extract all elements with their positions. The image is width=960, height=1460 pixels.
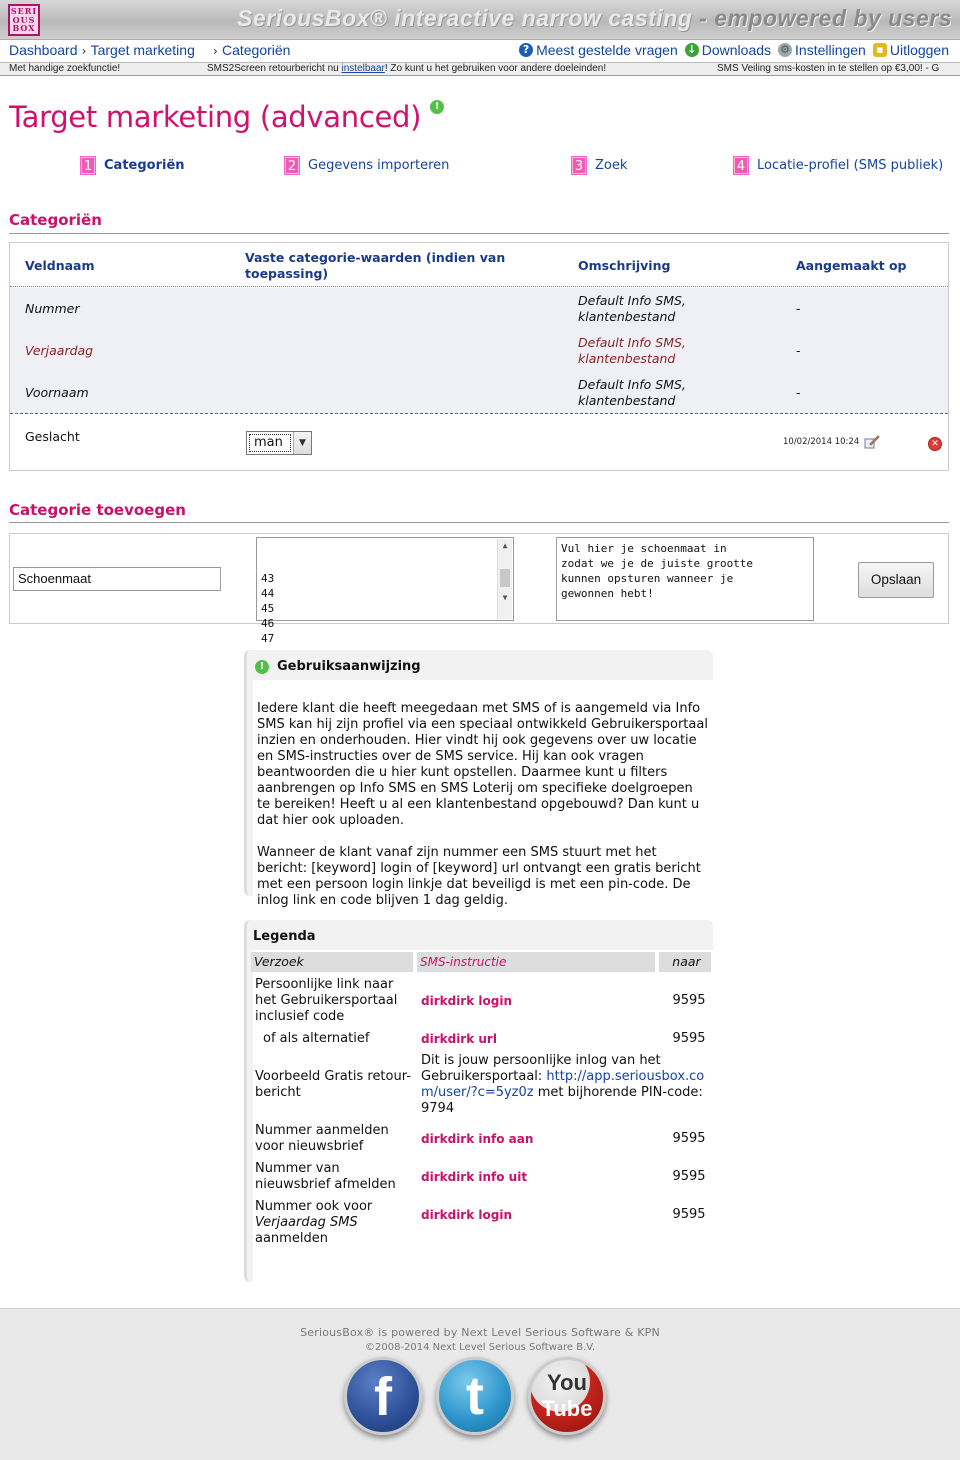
legend-request: Persoonlijke link naar het Gebruikersportaal inclusief code (255, 977, 398, 1024)
step-zoek[interactable] (571, 156, 627, 175)
scrollbar-thumb[interactable] (500, 569, 510, 587)
row-description: Default Info SMS, klantenbestand (578, 335, 686, 366)
ticker-link-instelbaar[interactable]: instelbaar (341, 63, 385, 74)
info-icon[interactable]: ! (430, 100, 444, 114)
legend-instruction: dirkdirk info aan (421, 1132, 534, 1146)
footer (0, 1308, 960, 1460)
breadcrumb-separator: › (213, 44, 218, 58)
row-description: Default Info SMS, klantenbestand (578, 293, 686, 324)
values-text: 43 44 45 46 47 (261, 572, 275, 645)
top-links (519, 42, 949, 58)
step-number: 3 (571, 156, 587, 175)
value-select[interactable] (246, 431, 312, 455)
twitter-glyph: t (466, 1366, 484, 1426)
legend-row (251, 1031, 711, 1047)
category-name-input[interactable]: Schoenmaat (13, 567, 221, 591)
row-created: - (796, 301, 801, 316)
select-value: man (249, 434, 291, 452)
header-slogan (0, 5, 952, 32)
youtube-glyph-top: You (547, 1370, 587, 1395)
gear-icon: ⚙ (778, 43, 792, 57)
scroll-up-icon[interactable]: ▲ (502, 541, 508, 550)
lock-icon: ▪ (873, 43, 887, 57)
legend-instruction: dirkdirk login (421, 1208, 512, 1222)
request-text: Nummer ook voor (255, 1199, 373, 1214)
legend-row (251, 1161, 711, 1193)
footer-copyright: ©2008-2014 Next Level Serious Software B.V. (365, 1342, 595, 1353)
legend-request: of als alternatief (263, 1031, 370, 1046)
category-description-textarea[interactable]: Vul hier je schoenmaat in zodat we je de juiste grootte kunnen opsturen wanneer je gewonnen hebt! (556, 537, 814, 621)
navigation-bar (0, 41, 960, 61)
legend-title: Legenda (253, 929, 316, 944)
edit-icon[interactable] (864, 433, 880, 449)
news-ticker (0, 62, 960, 76)
usage-header (255, 659, 421, 674)
help-icon: ? (519, 43, 533, 57)
column-header-vaste-waarden[interactable]: Vaste categorie-waarden (indien van toepassing) (245, 250, 506, 281)
step-label: Locatie-profiel (SMS publiek) (757, 158, 944, 173)
step-label: Categoriën (104, 158, 185, 173)
ticker-text: SMS2Screen retourbericht nu (207, 63, 342, 74)
divider (9, 233, 949, 234)
facebook-icon[interactable] (344, 1357, 422, 1435)
usage-body (253, 680, 713, 908)
footer-powered-by: SeriousBox® is powered by Next Level Serious Software & KPN (300, 1326, 660, 1339)
column-header-omschrijving[interactable]: Omschrijving (578, 258, 671, 273)
usage-paragraph: Wanneer de klant vanaf zijn nummer een SMS stuurt met het bericht: [keyword] login of [keyword] url ontvangt een gratis bericht met een persoon login linkje dat beveiligd is met een pin-code. De inlog link en code blijven 1 dag geldig. (257, 845, 701, 908)
legend-example-message (421, 1053, 713, 1117)
link-downloads[interactable]: Downloads (701, 42, 772, 58)
step-gegevens-importeren[interactable] (284, 156, 449, 175)
legend-row (251, 977, 711, 1025)
step-categorien[interactable] (80, 156, 185, 175)
example-link[interactable]: http://app.seriousbox.com/user/?c=5yz0z (421, 1069, 705, 1100)
step-navigation (0, 156, 960, 176)
legend-instruction: dirkdirk info uit (421, 1170, 528, 1184)
step-number: 4 (733, 156, 749, 175)
legend-request: Nummer van nieuwsbrief afmelden (255, 1161, 396, 1192)
custom-row-created: 10/02/2014 10:24 (783, 437, 860, 447)
row-created: - (796, 343, 801, 358)
row-created: - (796, 385, 801, 400)
legend-header-naar: naar (659, 952, 711, 972)
info-icon: ! (255, 660, 269, 674)
legend-request (255, 1199, 415, 1247)
ticker-text: ! Zo kunt u het gebruiken voor andere doeleinden! (384, 63, 607, 74)
section-title-categorien: Categoriën (9, 211, 102, 229)
chevron-down-icon[interactable]: ▼ (293, 432, 311, 454)
twitter-icon[interactable] (436, 1357, 514, 1435)
save-button[interactable]: Opslaan (858, 562, 934, 598)
categories-table (9, 242, 949, 471)
add-category-form (9, 533, 949, 645)
step-label: Gegevens importeren (308, 158, 450, 173)
facebook-glyph: f (374, 1367, 392, 1427)
youtube-icon[interactable] (528, 1357, 606, 1435)
legend-instruction: dirkdirk url (421, 1032, 497, 1046)
logo-text: SERI OUS BOX (10, 6, 38, 33)
ticker-item (207, 63, 606, 75)
legend-to: 9595 (672, 1131, 706, 1146)
legend-row (251, 1199, 711, 1247)
breadcrumb (9, 42, 290, 59)
divider (9, 522, 949, 523)
step-number: 1 (80, 156, 96, 175)
slogan-part2: - empowered by users (692, 5, 952, 31)
request-emphasis: Verjaardag SMS (255, 1215, 358, 1230)
column-header-aangemaakt-op[interactable]: Aangemaakt op (796, 258, 907, 273)
section-title-categorie-toevoegen: Categorie toevoegen (9, 501, 186, 519)
link-logout[interactable]: Uitloggen (889, 42, 949, 58)
delete-icon[interactable]: ✕ (928, 437, 942, 451)
category-values-textarea[interactable] (256, 537, 514, 645)
ticker-item: SMS Veiling sms-kosten in te stellen op €3,00! - G (717, 63, 940, 74)
usage-title: Gebruiksaanwijzing (277, 659, 421, 674)
link-faq[interactable]: Meest gestelde vragen (536, 42, 678, 58)
legend-request: Nummer aanmelden voor nieuwsbrief (255, 1123, 389, 1154)
breadcrumb-separator: › (81, 44, 87, 58)
legend-to: 9595 (672, 993, 706, 1008)
step-number: 2 (284, 156, 300, 175)
request-text: aanmelden (255, 1231, 328, 1246)
default-rows (10, 288, 948, 414)
legend-panel (244, 920, 713, 1282)
legend-header-sms-instructie: SMS-instructie (417, 952, 655, 972)
download-icon: ↓ (685, 43, 699, 57)
row-divider (10, 413, 948, 414)
youtube-glyph-bottom: Tube (541, 1396, 593, 1421)
table-header (10, 243, 948, 287)
usage-panel (244, 650, 713, 908)
slogan-part1: SeriousBox® interactive narrow casting (237, 5, 693, 31)
legend-instruction: dirkdirk login (421, 994, 512, 1008)
legend-to: 9595 (672, 1031, 706, 1046)
breadcrumb-target-marketing[interactable]: Target marketing (90, 42, 195, 58)
legend-to: 9595 (672, 1169, 706, 1184)
ticker-item: Met handige zoekfunctie! (9, 63, 121, 74)
row-name: Nummer (25, 301, 80, 316)
legend-to: 9595 (672, 1207, 706, 1222)
example-text: Dit is jouw persoonlijke inlog van het Gebruikersportaal: (421, 1053, 661, 1084)
column-header-veldnaam[interactable]: Veldnaam (25, 258, 95, 273)
breadcrumb-dashboard[interactable]: Dashboard (9, 42, 78, 58)
link-settings[interactable]: Instellingen (795, 42, 866, 58)
page-title-text: Target marketing (advanced) (9, 100, 422, 134)
legend-request: Voorbeeld Gratis retour-bericht (255, 1069, 411, 1100)
legend-row (251, 1053, 711, 1117)
scrollbar[interactable] (497, 539, 512, 619)
usage-paragraph: Iedere klant die heeft meegedaan met SMS of is aangemeld via Info SMS kan hij zijn profiel via een speciaal ontwikkeld Gebruikersportaal inzien en onderhouden. Hier vindt hij ook gegevens over uw locatie en SMS-instructies over de SMS service. Hij kan ook vragen beantwoorden die u hier kunt opstellen. Daarmee kunt u filters aanbrengen op Info SMS en SMS Loterij om specifieke doelgroepen te bereiken! Heeft u al een klantenbestand opgebouwd? Dan kunt u dat hier ook uploaden. (257, 701, 708, 828)
row-name: Voornaam (25, 385, 89, 400)
example-text: met bijhorende PIN-code: 9794 (421, 1085, 703, 1116)
breadcrumb-categorien[interactable]: Categoriën (221, 42, 291, 58)
scroll-down-icon[interactable]: ▼ (502, 593, 508, 602)
app-header (0, 0, 960, 40)
row-name: Verjaardag (25, 343, 94, 358)
legend-row (251, 1123, 711, 1155)
page-title (9, 100, 444, 134)
step-locatie-profiel[interactable] (733, 156, 943, 175)
row-description: Default Info SMS, klantenbestand (578, 377, 686, 408)
step-label: Zoek (595, 158, 628, 173)
legend-header-verzoek: Verzoek (251, 952, 413, 972)
custom-row-name: Geslacht (25, 429, 80, 444)
